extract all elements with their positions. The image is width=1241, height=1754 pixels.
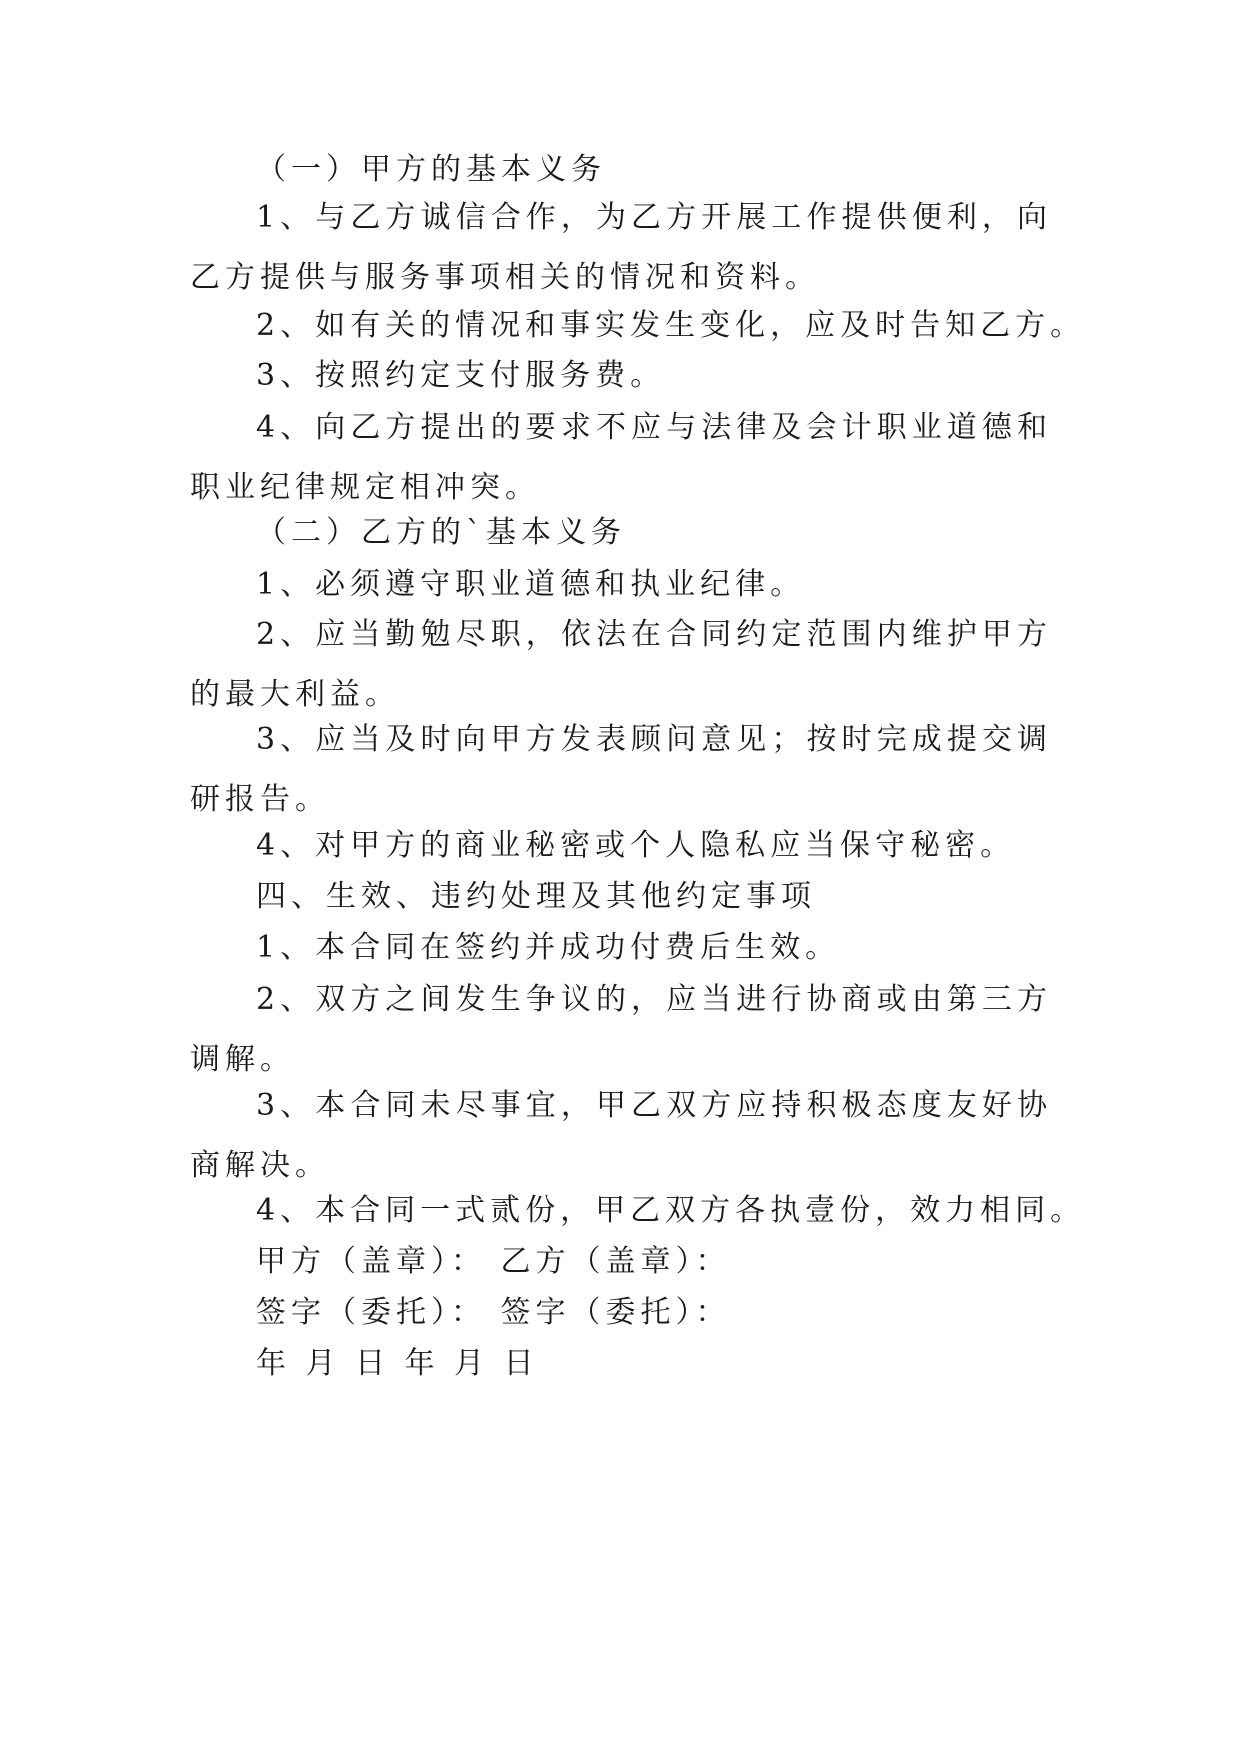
heading-section-four: 四、生效、违约处理及其他约定事项 xyxy=(256,879,816,914)
party-b-obligation-3: 3、应当及时向甲方发表顾问意见；按时完成提交调研报告。 xyxy=(190,722,1052,817)
seal-line: 甲方（盖章）： 乙方（盖章）： xyxy=(256,1244,731,1279)
section-four-item-3: 3、本合同未尽事宜，甲乙双方应持积极态度友好协商解决。 xyxy=(190,1088,1052,1183)
party-a-obligation-3: 3、按照约定支付服务费。 xyxy=(256,358,666,393)
section-four-item-4: 4、本合同一式贰份，甲乙双方各执壹份，效力相同。 xyxy=(256,1193,1086,1228)
date-line: 年 月 日 年 月 日 xyxy=(256,1346,539,1381)
heading-party-a-obligations: （一）甲方的基本义务 xyxy=(256,152,606,187)
signature-line: 签字（委托）： 签字（委托）： xyxy=(256,1295,731,1330)
heading-party-b-obligations: （二）乙方的`基本义务 xyxy=(256,515,626,550)
party-a-obligation-2: 2、如有关的情况和事实发生变化，应及时告知乙方。 xyxy=(256,308,1086,343)
section-four-item-2: 2、双方之间发生争议的，应当进行协商或由第三方调解。 xyxy=(190,982,1052,1077)
party-b-obligation-2: 2、应当勤勉尽职，依法在合同约定范围内维护甲方的最大利益。 xyxy=(190,617,1052,712)
section-four-item-1: 1、本合同在签约并成功付费后生效。 xyxy=(256,930,841,965)
party-a-obligation-4: 4、向乙方提出的要求不应与法律及会计职业道德和职业纪律规定相冲突。 xyxy=(190,410,1052,505)
party-b-obligation-4: 4、对甲方的商业秘密或个人隐私应当保守秘密。 xyxy=(256,828,1016,863)
party-a-obligation-1: 1、与乙方诚信合作，为乙方开展工作提供便利，向乙方提供与服务事项相关的情况和资料。 xyxy=(190,200,1052,295)
party-b-obligation-1: 1、必须遵守职业道德和执业纪律。 xyxy=(256,567,806,602)
